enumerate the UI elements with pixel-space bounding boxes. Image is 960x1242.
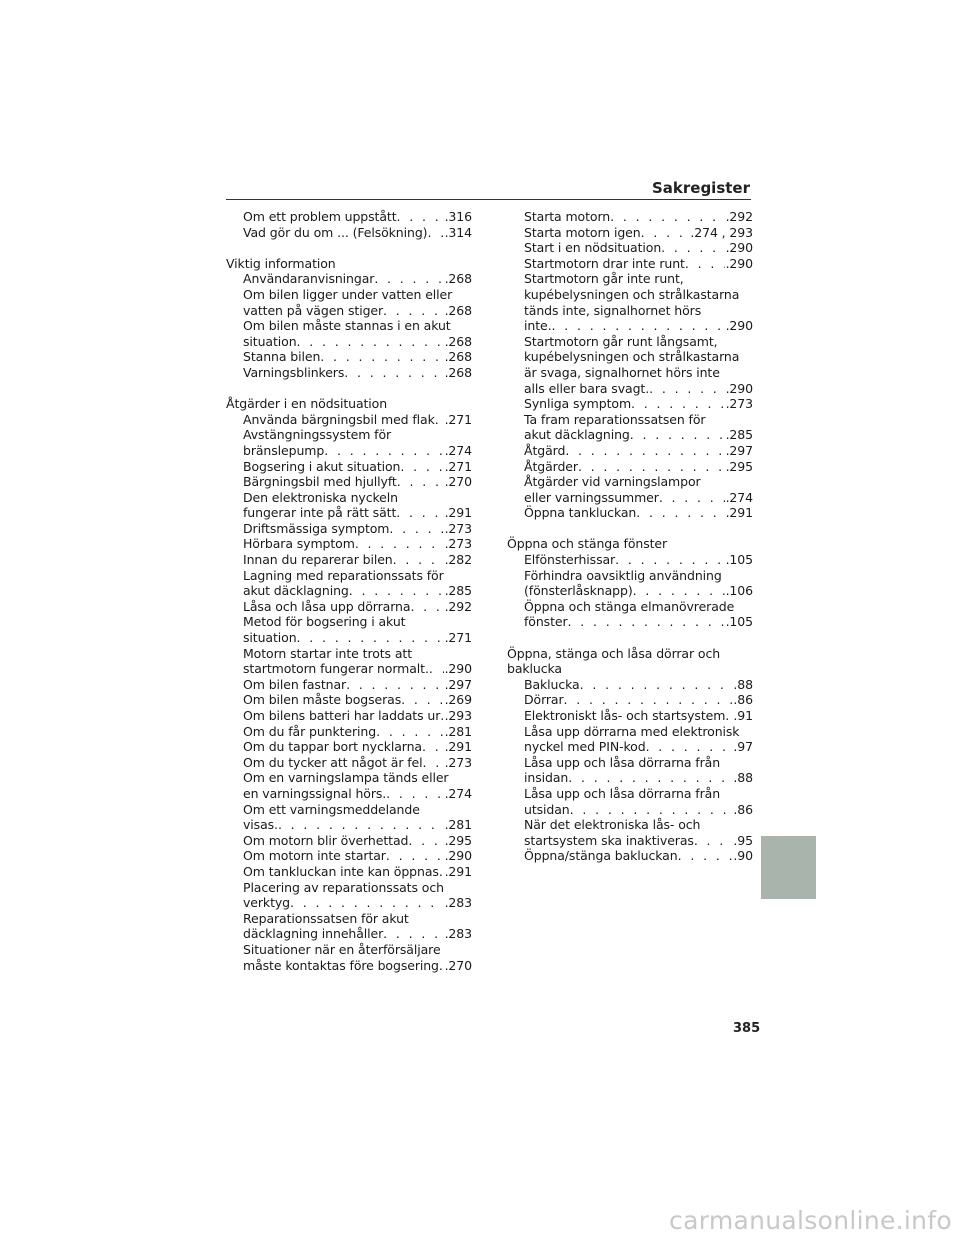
index-entry-text: verktyg bbox=[243, 895, 290, 911]
index-entry-text: Elektroniskt lås- och startsystem bbox=[524, 708, 726, 723]
index-entry-text: Om ett varningsmeddelande bbox=[243, 801, 420, 817]
dot-leader bbox=[410, 599, 443, 615]
page-header-title: Sakregister bbox=[651, 179, 750, 197]
index-subentry bbox=[507, 568, 753, 584]
index-entry-text: fungerar inte på rätt sätt bbox=[243, 505, 397, 521]
index-entry-text: akut däcklagning bbox=[524, 427, 630, 443]
dot-leader bbox=[661, 240, 724, 256]
index-page-ref: .274 bbox=[444, 442, 472, 458]
index-heading bbox=[507, 536, 753, 552]
index-entry-text: Lagning med reparationssats för bbox=[243, 567, 444, 583]
dot-leader bbox=[435, 412, 444, 428]
index-entry-text: Öppna och stänga fönster bbox=[507, 536, 668, 552]
dot-leader bbox=[397, 209, 444, 225]
section-tab-marker bbox=[761, 836, 816, 899]
index-entry-text: startsystem ska inaktiveras bbox=[524, 832, 694, 848]
index-subentry bbox=[226, 490, 472, 506]
index-subentry bbox=[507, 599, 753, 615]
dot-leader bbox=[427, 225, 443, 241]
index-entry-text: Öppna och stänga elmanövrerade bbox=[524, 598, 735, 614]
index-entry-text: visas. bbox=[243, 817, 278, 833]
index-spacer bbox=[226, 381, 472, 397]
index-entry-text: bränslepump bbox=[243, 442, 325, 458]
index-entry-text: Starta motorn igen bbox=[524, 224, 641, 240]
index-entry-text: kupébelysningen och strålkastarna bbox=[524, 349, 740, 365]
index-entry-text: (fönsterlåsknapp) bbox=[524, 583, 633, 599]
index-entry-text: Metod för bogsering i akut bbox=[243, 614, 406, 630]
index-subentry bbox=[226, 427, 472, 443]
index-subentry bbox=[507, 848, 753, 864]
index-page-ref: .285 bbox=[725, 427, 753, 443]
index-page-ref: .274 bbox=[444, 785, 472, 801]
index-page-ref: .271 bbox=[444, 458, 472, 474]
index-subentry bbox=[507, 490, 753, 506]
index-page-ref: .292 bbox=[725, 209, 753, 224]
index-subentry bbox=[226, 848, 472, 864]
index-page-ref: .270 bbox=[444, 957, 472, 973]
dot-leader bbox=[383, 303, 444, 319]
index-page-ref: .268 bbox=[444, 271, 472, 287]
index-entry-text: Låsa upp dörrarna med elektronisk bbox=[524, 723, 740, 739]
dot-leader bbox=[694, 833, 733, 849]
index-entry-text: Om bilen ligger under vatten eller bbox=[243, 286, 453, 302]
index-subentry bbox=[507, 240, 753, 256]
dot-leader bbox=[551, 318, 724, 334]
index-entry-text: Elfönsterhissar bbox=[524, 552, 616, 568]
index-subentry bbox=[507, 427, 753, 443]
index-entry-text: Om ett problem uppstått bbox=[243, 209, 397, 224]
index-subentry bbox=[226, 614, 472, 630]
index-subentry bbox=[226, 552, 472, 568]
dot-leader bbox=[386, 848, 444, 864]
index-page-ref: .316 bbox=[444, 209, 472, 224]
dot-leader bbox=[631, 396, 725, 412]
index-heading bbox=[507, 661, 753, 677]
index-subentry bbox=[226, 942, 472, 958]
index-subentry bbox=[507, 724, 753, 740]
index-subentry bbox=[226, 833, 472, 849]
index-subentry bbox=[226, 536, 472, 552]
dot-leader bbox=[641, 225, 690, 241]
dot-leader bbox=[393, 552, 444, 568]
index-page-ref: .97 bbox=[733, 739, 753, 755]
index-page-ref: .91 bbox=[733, 708, 753, 723]
index-page-ref: .293 bbox=[444, 708, 472, 723]
index-subentry bbox=[507, 256, 753, 272]
index-page-ref: .291 bbox=[725, 505, 753, 521]
index-subentry bbox=[226, 755, 472, 771]
dot-leader bbox=[630, 427, 725, 443]
index-page-ref: .88 bbox=[733, 770, 753, 786]
index-subentry bbox=[226, 926, 472, 942]
index-subentry bbox=[507, 318, 753, 334]
index-entry-text: Åtgärder vid varningslampor bbox=[524, 474, 701, 490]
dot-leader bbox=[383, 926, 443, 942]
dot-leader bbox=[429, 661, 444, 677]
dot-leader bbox=[646, 739, 733, 755]
index-subentry bbox=[507, 349, 753, 365]
index-entry-text: Driftsmässiga symptom bbox=[243, 520, 390, 536]
dot-leader bbox=[565, 443, 724, 459]
index-subentry bbox=[226, 786, 472, 802]
index-page-ref: .274 bbox=[725, 489, 753, 505]
index-page-ref: .283 bbox=[444, 895, 472, 911]
index-page-ref: .290 bbox=[725, 318, 753, 334]
index-entry-text: Om bilen måste stannas i en akut bbox=[243, 318, 451, 334]
index-entry-text: Avstängningssystem för bbox=[243, 427, 392, 443]
dot-leader bbox=[400, 459, 443, 475]
dot-leader bbox=[615, 552, 724, 568]
index-subentry bbox=[507, 802, 753, 818]
index-page-ref: .268 bbox=[444, 302, 472, 318]
index-entry-text: tänds inte, signalhornet hörs bbox=[524, 302, 702, 318]
dot-leader bbox=[568, 614, 725, 630]
index-page-ref: .291 bbox=[444, 505, 472, 521]
dot-leader bbox=[659, 490, 725, 506]
index-subentry bbox=[507, 677, 753, 693]
index-entry-text: Om en varningslampa tänds eller bbox=[243, 770, 449, 786]
index-page-ref: .269 bbox=[444, 692, 472, 708]
index-entry-text: är svaga, signalhornet hörs inte bbox=[524, 364, 720, 380]
index-entry-text: Om du tycker att något är fel bbox=[243, 754, 423, 770]
index-subentry bbox=[226, 817, 472, 833]
dot-leader bbox=[320, 349, 443, 365]
index-subentry bbox=[507, 225, 753, 241]
dot-leader bbox=[397, 474, 444, 490]
index-subentry bbox=[507, 474, 753, 490]
index-page-ref: .281 bbox=[444, 817, 472, 833]
index-entry-text: startmotorn fungerar normalt. bbox=[243, 661, 429, 677]
dot-leader bbox=[401, 692, 443, 708]
index-entry-text: Om du får punktering bbox=[243, 723, 377, 739]
dot-leader bbox=[376, 724, 443, 740]
index-entry-text: inte. bbox=[524, 318, 552, 334]
dot-leader bbox=[580, 677, 733, 693]
index-entry-text: baklucka bbox=[507, 661, 562, 677]
index-entry-text: däcklagning innehåller bbox=[243, 926, 384, 942]
index-entry-text: situation bbox=[243, 630, 297, 646]
index-subentry bbox=[226, 880, 472, 896]
index-subentry bbox=[507, 614, 753, 630]
index-page-ref: .270 bbox=[444, 474, 472, 490]
dot-leader bbox=[290, 895, 444, 911]
index-entry-text: utsidan bbox=[524, 801, 570, 817]
index-entry-text: Viktig information bbox=[226, 255, 336, 271]
index-subentry bbox=[507, 381, 753, 397]
index-entry-text: Baklucka bbox=[524, 676, 580, 692]
index-subentry bbox=[226, 708, 472, 724]
index-subentry bbox=[226, 349, 472, 365]
index-page-ref: .268 bbox=[444, 349, 472, 365]
index-subentry bbox=[226, 724, 472, 740]
index-entry-text: Använda bärgningsbil med flak bbox=[243, 411, 435, 427]
index-entry-text: Startmotorn drar inte runt bbox=[524, 255, 685, 271]
index-entry-text: Låsa upp och låsa dörrarna från bbox=[524, 785, 721, 801]
index-subentry bbox=[226, 630, 472, 646]
index-entry-text: en varningssignal hörs. bbox=[243, 785, 387, 801]
index-entry-text: Stanna bilen bbox=[243, 349, 321, 365]
index-entry-text: nyckel med PIN-kod bbox=[524, 739, 646, 755]
index-subentry bbox=[226, 958, 472, 974]
dot-leader bbox=[423, 755, 444, 771]
dot-leader bbox=[386, 786, 443, 802]
index-spacer bbox=[507, 630, 753, 646]
index-page-ref: .285 bbox=[444, 583, 472, 599]
index-spacer bbox=[226, 240, 472, 256]
index-column-right bbox=[507, 209, 753, 864]
index-subentry bbox=[507, 412, 753, 428]
index-entry-text: Situationer när en återförsäljare bbox=[243, 941, 441, 957]
index-subentry bbox=[507, 552, 753, 568]
index-subentry bbox=[507, 287, 753, 303]
index-entry-text: Vad gör du om ... (Felsökning) bbox=[243, 224, 428, 240]
index-page-ref: .274 , 293 bbox=[690, 224, 753, 240]
index-entry-text: Den elektroniska nyckeln bbox=[243, 489, 398, 505]
header-divider bbox=[226, 199, 751, 200]
index-entry-text: Åtgärd bbox=[524, 442, 566, 458]
dot-leader bbox=[568, 770, 732, 786]
watermark: carmanualsonline.info bbox=[669, 1206, 952, 1235]
index-page-ref: .106 bbox=[725, 583, 753, 599]
index-subentry bbox=[226, 770, 472, 786]
index-page-ref: .268 bbox=[444, 364, 472, 380]
index-subentry bbox=[507, 755, 753, 771]
index-page-ref: .295 bbox=[444, 832, 472, 848]
index-subentry bbox=[507, 833, 753, 849]
index-entry-text: Placering av reparationssats och bbox=[243, 879, 444, 895]
index-subentry bbox=[226, 474, 472, 490]
index-heading bbox=[226, 256, 472, 272]
index-subentry bbox=[507, 365, 753, 381]
index-subentry bbox=[226, 677, 472, 693]
index-page-ref: .283 bbox=[444, 926, 472, 942]
index-entry-text: Innan du reparerar bilen bbox=[243, 552, 393, 568]
index-page-ref: .86 bbox=[733, 801, 753, 817]
index-entry-text: situation bbox=[243, 333, 297, 349]
index-page-ref: .271 bbox=[444, 411, 472, 427]
index-page-ref: .290 bbox=[444, 848, 472, 864]
index-page-ref: .86 bbox=[733, 692, 753, 708]
dot-leader bbox=[324, 443, 443, 459]
index-subentry bbox=[226, 334, 472, 350]
dot-leader bbox=[649, 381, 724, 397]
index-page-ref: .273 bbox=[444, 754, 472, 770]
index-page-ref: .290 bbox=[725, 240, 753, 256]
index-entry-text: insidan bbox=[524, 770, 569, 786]
index-page-ref: .290 bbox=[444, 661, 472, 677]
dot-leader bbox=[633, 583, 725, 599]
index-page-ref: .273 bbox=[725, 396, 753, 412]
index-subentry bbox=[226, 802, 472, 818]
index-subentry bbox=[226, 225, 472, 241]
index-subentry bbox=[507, 209, 753, 225]
index-entry-text: Låsa och låsa upp dörrarna bbox=[243, 598, 411, 614]
dot-leader bbox=[344, 365, 443, 381]
index-subentry bbox=[226, 365, 472, 381]
index-spacer bbox=[507, 521, 753, 537]
index-subentry bbox=[507, 739, 753, 755]
index-page-ref: .105 bbox=[725, 614, 753, 630]
index-entry-text: akut däcklagning bbox=[243, 583, 349, 599]
index-page-ref: .95 bbox=[733, 832, 753, 848]
index-subentry bbox=[226, 864, 472, 880]
index-entry-text: Öppna/stänga bakluckan bbox=[524, 848, 678, 864]
index-page-ref: .271 bbox=[444, 630, 472, 646]
index-entry-text: Startmotorn går runt långsamt, bbox=[524, 333, 718, 349]
dot-leader bbox=[297, 334, 444, 350]
index-subentry bbox=[226, 911, 472, 927]
index-subentry bbox=[226, 583, 472, 599]
dot-leader bbox=[297, 630, 444, 646]
index-subentry bbox=[226, 209, 472, 225]
index-entry-text: Förhindra oavsiktlig användning bbox=[524, 567, 722, 583]
index-subentry bbox=[226, 646, 472, 662]
index-page-ref: .291 bbox=[444, 739, 472, 755]
index-subentry bbox=[507, 459, 753, 475]
index-heading bbox=[226, 396, 472, 412]
index-entry-text: Startmotorn går inte runt, bbox=[524, 271, 684, 287]
dot-leader bbox=[578, 459, 725, 475]
dot-leader bbox=[685, 256, 725, 272]
index-entry-text: Bärgningsbil med hjullyft bbox=[243, 474, 397, 490]
dot-leader bbox=[389, 521, 443, 537]
index-page-ref: .297 bbox=[444, 676, 472, 692]
index-page-ref: .314 bbox=[444, 224, 472, 240]
index-subentry bbox=[226, 303, 472, 319]
index-page-ref: .290 bbox=[725, 255, 753, 271]
index-subentry bbox=[226, 692, 472, 708]
index-column-left bbox=[226, 209, 472, 973]
index-page-ref: .291 bbox=[444, 863, 472, 879]
index-page-ref: .273 bbox=[444, 520, 472, 536]
index-page-ref: .268 bbox=[444, 333, 472, 349]
index-entry-text: Användaranvisningar bbox=[243, 271, 375, 287]
index-entry-text: När det elektroniska lås- och bbox=[524, 817, 701, 833]
index-entry-text: Hörbara symptom bbox=[243, 536, 355, 552]
index-subentry bbox=[226, 443, 472, 459]
dot-leader bbox=[610, 209, 724, 225]
dot-leader bbox=[374, 271, 443, 287]
index-entry-text: Åtgärder i en nödsituation bbox=[226, 396, 388, 412]
index-entry-text: fönster bbox=[524, 614, 568, 630]
index-entry-text: Öppna, stänga och låsa dörrar och bbox=[507, 645, 721, 661]
index-entry-text: Ta fram reparationssatsen för bbox=[524, 411, 706, 427]
index-page-ref: .290 bbox=[725, 380, 753, 396]
index-subentry bbox=[226, 895, 472, 911]
dot-leader bbox=[564, 692, 733, 708]
index-page-ref: .273 bbox=[444, 536, 472, 552]
index-subentry bbox=[226, 271, 472, 287]
dot-leader bbox=[408, 833, 443, 849]
index-subentry bbox=[226, 287, 472, 303]
index-entry-text: Om motorn inte startar bbox=[243, 848, 386, 864]
index-entry-text: Åtgärder bbox=[524, 458, 578, 474]
dot-leader bbox=[278, 817, 444, 833]
index-subentry bbox=[226, 412, 472, 428]
index-page-ref: .282 bbox=[444, 552, 472, 568]
index-entry-text: vatten på vägen stiger bbox=[243, 302, 384, 318]
index-subentry bbox=[226, 599, 472, 615]
index-subentry bbox=[226, 661, 472, 677]
index-entry-text: eller varningssummer bbox=[524, 489, 659, 505]
index-entry-text: Starta motorn bbox=[524, 209, 611, 224]
index-subentry bbox=[507, 708, 753, 724]
index-subentry bbox=[226, 505, 472, 521]
dot-leader bbox=[678, 848, 733, 864]
index-entry-text: Om du tappar bort nycklarna bbox=[243, 739, 422, 755]
index-subentry bbox=[507, 271, 753, 287]
index-subentry bbox=[507, 770, 753, 786]
index-entry-text: Om bilens batteri har laddats ur bbox=[243, 708, 441, 723]
index-page-ref: .88 bbox=[733, 676, 753, 692]
index-page-ref: .281 bbox=[444, 723, 472, 739]
index-page-ref: .90 bbox=[733, 848, 753, 864]
index-entry-text: Varningsblinkers bbox=[243, 364, 345, 380]
page-number: 385 bbox=[733, 1021, 761, 1036]
index-subentry bbox=[226, 318, 472, 334]
dot-leader bbox=[346, 677, 444, 693]
dot-leader bbox=[355, 536, 444, 552]
index-entry-text: Om motorn blir överhettad bbox=[243, 832, 409, 848]
index-entry-text: Start i en nödsituation bbox=[524, 240, 662, 256]
index-subentry bbox=[507, 786, 753, 802]
index-entry-text: Dörrar bbox=[524, 692, 564, 708]
index-subentry bbox=[507, 396, 753, 412]
dot-leader bbox=[422, 739, 444, 755]
index-page-ref: .292 bbox=[444, 598, 472, 614]
index-entry-text: Om tankluckan inte kan öppnas bbox=[243, 863, 439, 879]
dot-leader bbox=[396, 505, 443, 521]
index-subentry bbox=[507, 443, 753, 459]
index-page-ref: .297 bbox=[725, 442, 753, 458]
index-entry-text: Om bilen fastnar bbox=[243, 676, 347, 692]
index-subentry bbox=[507, 692, 753, 708]
index-entry-text: Reparationssatsen för akut bbox=[243, 910, 409, 926]
index-entry-text: kupébelysningen och strålkastarna bbox=[524, 286, 740, 302]
index-subentry bbox=[507, 334, 753, 350]
index-page-ref: .105 bbox=[725, 552, 753, 568]
index-page-ref: .295 bbox=[725, 458, 753, 474]
index-subentry bbox=[226, 459, 472, 475]
index-entry-text: Om bilen måste bogseras bbox=[243, 692, 402, 708]
index-subentry bbox=[226, 568, 472, 584]
index-subentry bbox=[507, 583, 753, 599]
index-subentry bbox=[226, 521, 472, 537]
index-entry-text: Bogsering i akut situation bbox=[243, 458, 401, 474]
index-subentry bbox=[226, 739, 472, 755]
index-heading bbox=[507, 646, 753, 662]
index-entry-text: alls eller bara svagt. bbox=[524, 380, 650, 396]
index-subentry bbox=[507, 817, 753, 833]
index-entry-text: Öppna tankluckan bbox=[524, 505, 637, 521]
dot-leader bbox=[725, 708, 732, 724]
index-entry-text: Synliga symptom bbox=[524, 396, 632, 412]
index-entry-text: Motorn startar inte trots att bbox=[243, 645, 413, 661]
dot-leader bbox=[570, 802, 733, 818]
index-entry-text: måste kontaktas före bogsering bbox=[243, 957, 439, 973]
index-entry-text: Låsa upp och låsa dörrarna från bbox=[524, 754, 721, 770]
index-subentry bbox=[507, 505, 753, 521]
dot-leader bbox=[636, 505, 724, 521]
index-subentry bbox=[507, 303, 753, 319]
dot-leader bbox=[349, 583, 444, 599]
